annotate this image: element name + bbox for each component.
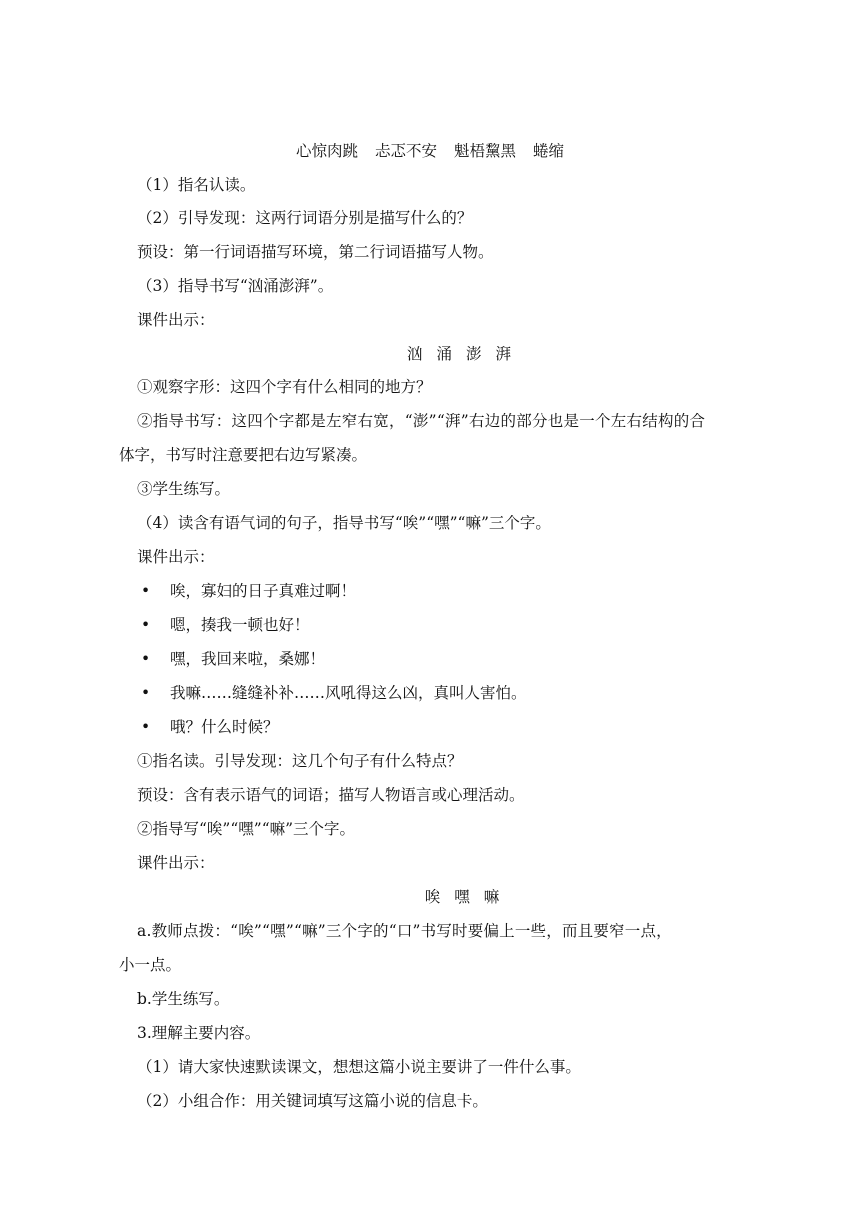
paragraph: 课件出示： [137,548,215,566]
paragraph: ①指名读。引导发现：这几个句子有什么特点？ [137,752,463,770]
word: 蜷缩 [533,142,565,160]
word-row [0,141,860,161]
paragraph: （1）请大家快速默读课文，想想这篇小说主要讲了一件什么事。 [137,1058,581,1076]
bullet-icon: • [141,582,151,600]
bullet-item: 嘿，我回来啦，桑娜！ [170,650,326,668]
paragraph: a.教师点拨：“唉”“嘿”“嘛”三个字的“口”书写时要偏上一些，而且要窄一点， [137,922,672,940]
paragraph: 课件出示： [137,854,215,872]
paragraph: ③学生练写。 [137,480,231,498]
word: 魁梧黧黑 [454,142,517,160]
bullet-item: 嗯，揍我一顿也好！ [170,616,310,634]
paragraph: （2）引导发现：这两行词语分别是描写什么的？ [137,209,473,227]
character-row [0,344,860,364]
word: 心惊肉跳 [295,142,358,160]
character: 汹 [406,345,423,363]
bullet-item: 哦？什么时候？ [170,718,279,736]
bullet-item: 我嘛……缝缝补补……风吼得这么凶，真叫人害怕。 [170,684,527,702]
paragraph-continuation: 小一点。 [119,956,182,974]
character-row [0,887,860,907]
paragraph: ②指导书写：这四个字都是左窄右宽，“澎”“湃”右边的部分也是一个左右结构的合 [137,412,706,430]
character: 嘛 [483,888,500,906]
paragraph: ②指导写“唉”“嘿”“嘛”三个字。 [137,820,356,838]
paragraph: （1）指名认读。 [137,176,256,194]
paragraph: 课件出示： [137,311,215,329]
paragraph: （3）指导书写“汹涌澎湃”。 [137,277,334,295]
character: 唉 [424,888,441,906]
word: 忐忑不安 [374,142,437,160]
paragraph: 预设：第一行词语描写环境，第二行词语描写人物。 [137,243,494,261]
paragraph: 预设：含有表示语气的词语；描写人物语言或心理活动。 [137,786,525,804]
paragraph: （2）小组合作：用关键词填写这篇小说的信息卡。 [137,1092,488,1110]
paragraph: （4）读含有语气词的句子，指导书写“唉”“嘿”“嘛”三个字。 [137,514,551,532]
character: 嘿 [454,888,470,906]
character: 涌 [436,345,452,363]
paragraph-continuation: 体字，书写时注意要把右边写紧凑。 [119,446,368,464]
bullet-icon: • [141,616,151,634]
bullet-item: 唉，寡妇的日子真难过啊！ [170,582,357,600]
paragraph: b.学生练写。 [137,990,230,1008]
bullet-icon: • [141,718,151,736]
character: 湃 [495,345,512,363]
paragraph: ①观察字形：这四个字有什么相同的地方？ [137,378,432,396]
bullet-icon: • [141,684,151,702]
section-heading: 3.理解主要内容。 [137,1024,261,1042]
character: 澎 [466,345,482,363]
bullet-icon: • [141,650,151,668]
